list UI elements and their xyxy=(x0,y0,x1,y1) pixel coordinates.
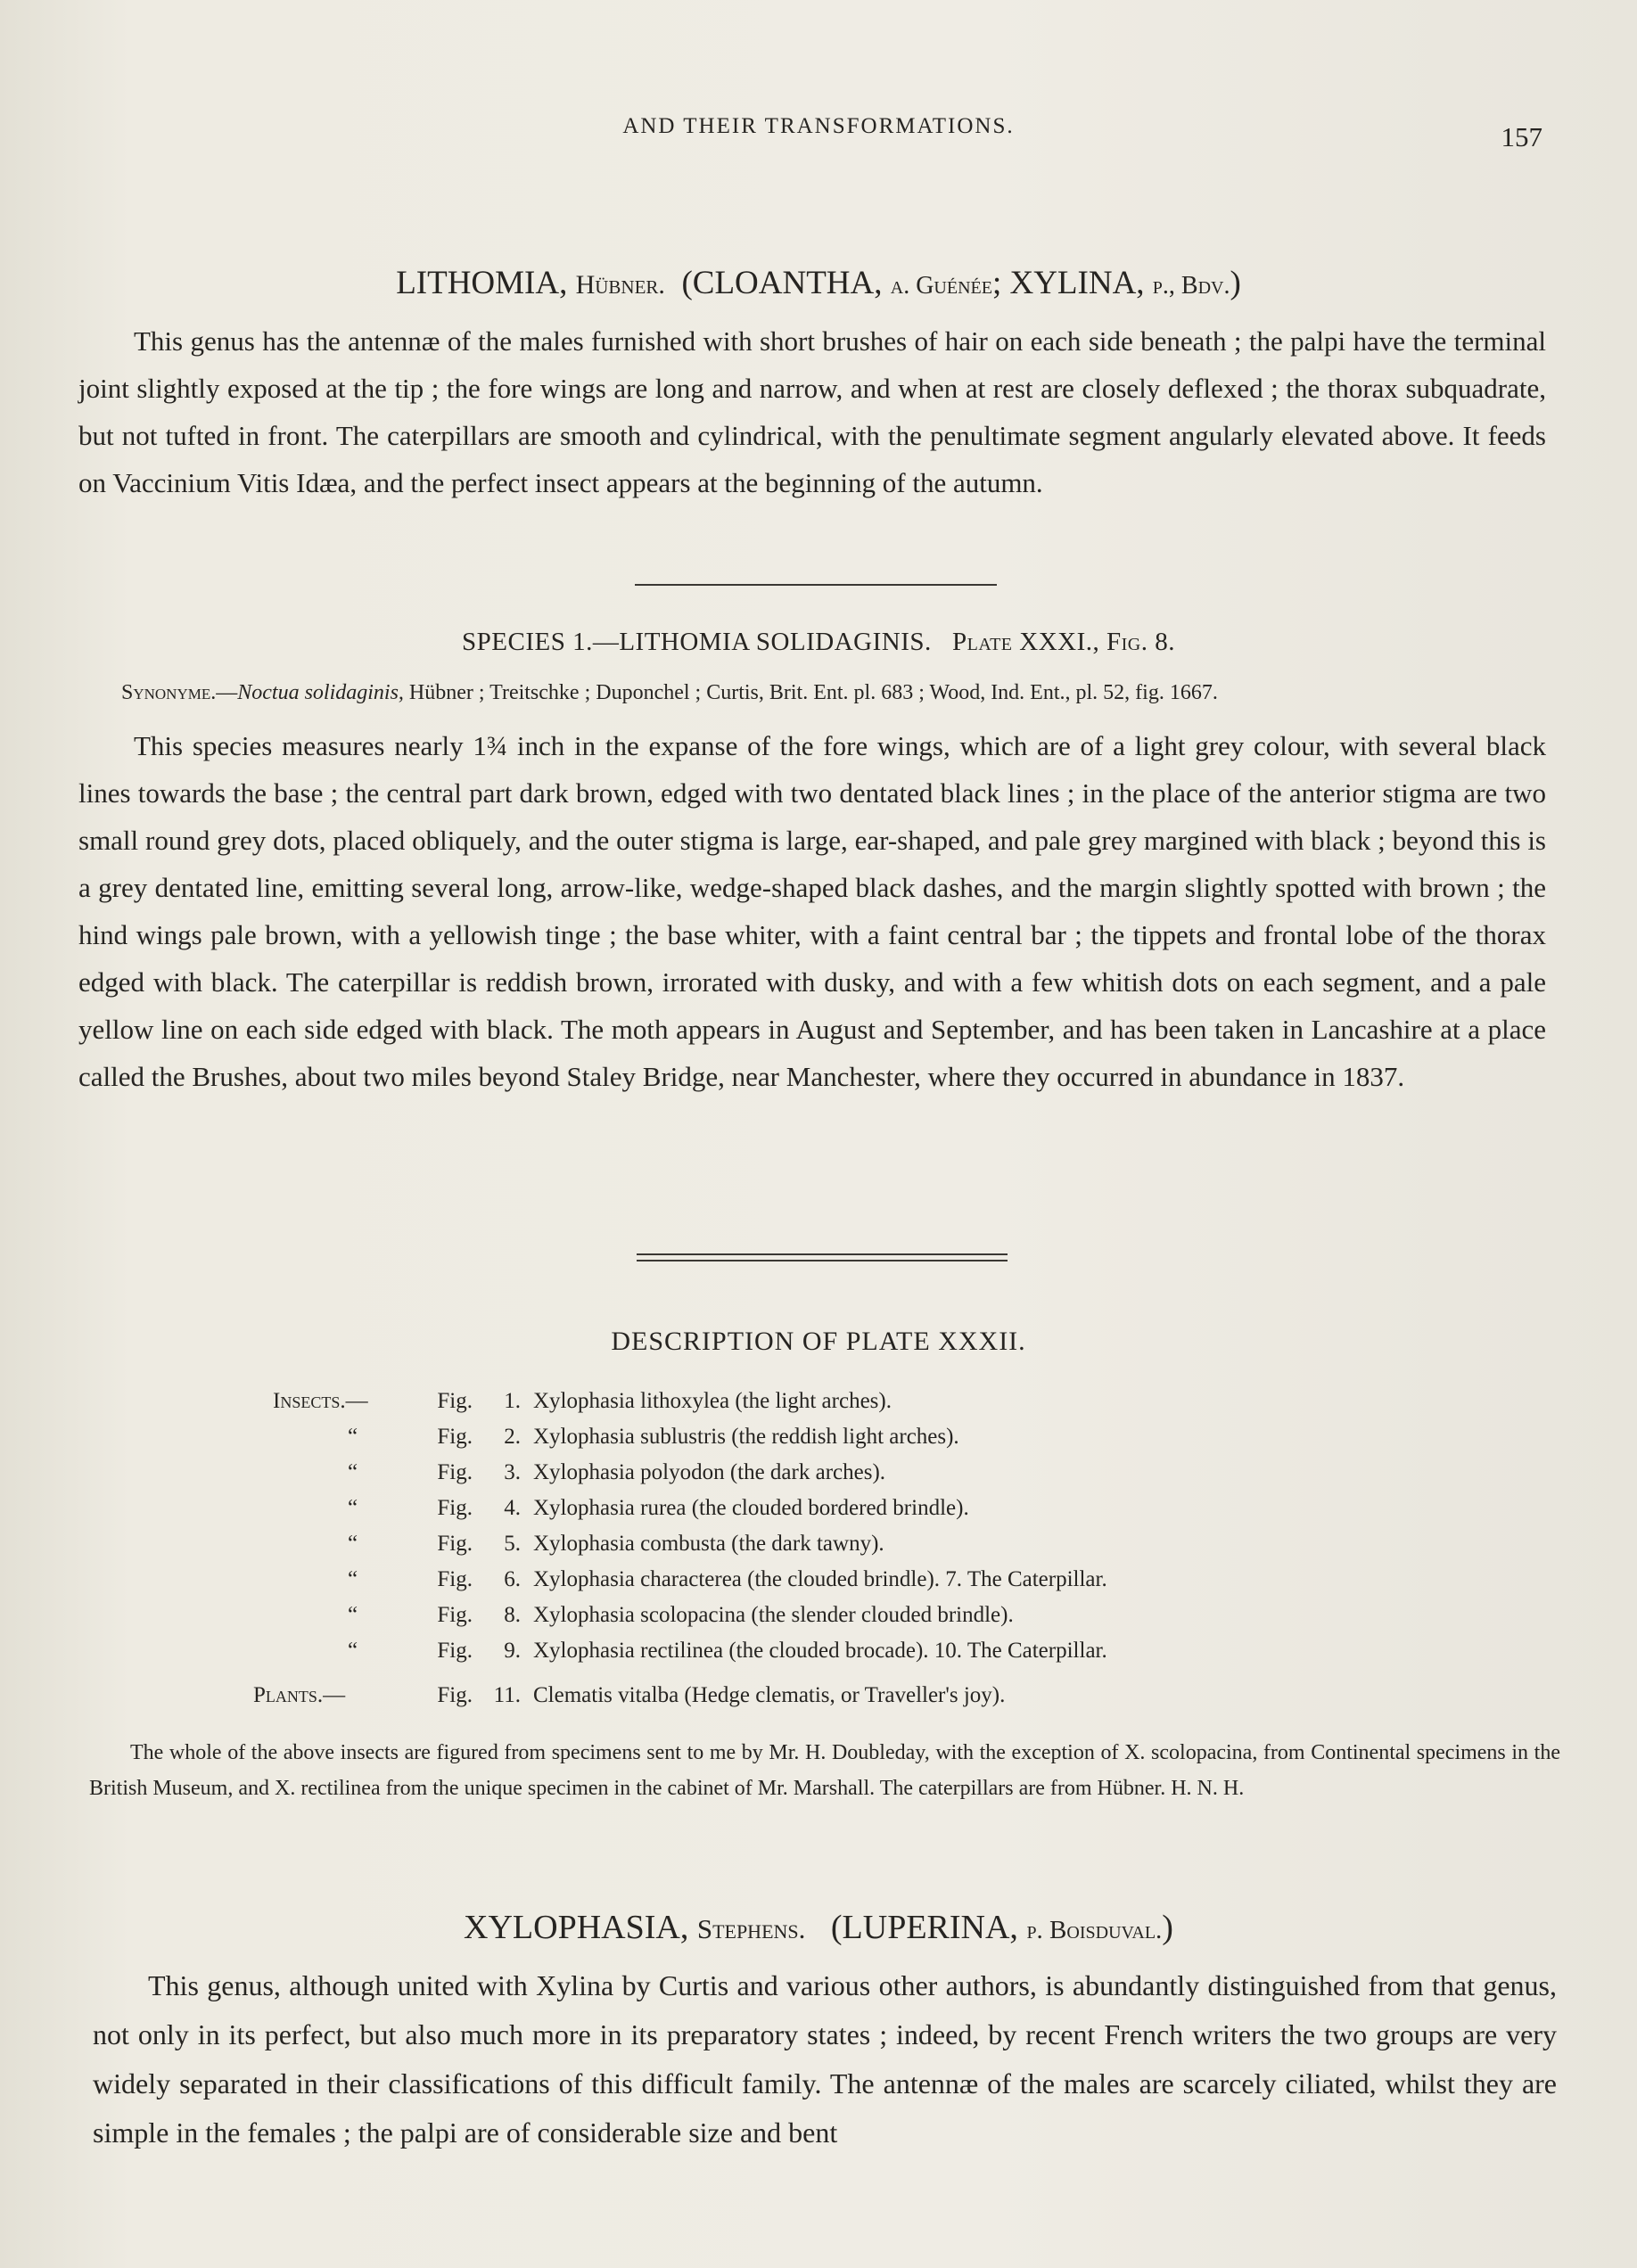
section-divider xyxy=(635,584,997,586)
species-plate-ref: Plate XXXI., Fig. 8. xyxy=(952,628,1175,656)
paragraph: This species measures nearly 1¾ inch in the expanse of the fore wings, which are of a light grey colour, with several black lines towards the base ; the central part dark brown, edged with two dentated black lines ; in the place of the anterior stigma are two small round grey dots, placed obliquely, and the outer stigma is large, ear-shaped, and pale grey margined with black ; beyond this is a grey dentated line, emitting several long, arrow-like, wedge-shaped black dashes, and the margin slightly spotted with brown ; the hind wings pale brown, with a yellowish tinge ; the base whiter, with a faint central bar ; the tippets and frontal lobe of the thorax edged with black. The caterpillar is reddish brown, irrorated with dusky, and with a few whitish dots on each segment, and a pale yellow line on each side edged with black. The moth appears in August and September, and has been taken in Lancashire at a place called the Brushes, about two miles beyond Staley Bridge, near Manchester, where they occurred in abundance in 1837. xyxy=(78,730,1546,1092)
row-fig: Fig. xyxy=(437,1496,473,1520)
row-number: 9. xyxy=(504,1639,521,1663)
row-prefix: “ xyxy=(348,1496,358,1520)
species-heading xyxy=(0,628,1637,657)
genus-name: XYLOPHASIA, xyxy=(464,1909,697,1946)
plate-row xyxy=(273,1532,1107,1567)
synonyme-line xyxy=(121,681,1512,705)
genus-name: LITHOMIA, xyxy=(396,265,576,301)
row-text: Xylophasia sublustris (the reddish light arches). xyxy=(533,1425,959,1449)
plate-row xyxy=(273,1460,1107,1496)
row-number: 2. xyxy=(504,1425,521,1449)
row-prefix: “ xyxy=(348,1532,358,1556)
row-fig: Fig. xyxy=(437,1603,473,1627)
synonym-author: p. Boisduval. xyxy=(1026,1916,1163,1944)
row-number: 8. xyxy=(504,1603,521,1627)
genus-description-xylophasia xyxy=(93,1961,1557,2157)
row-prefix: Insects.— xyxy=(273,1389,368,1413)
row-prefix: “ xyxy=(348,1567,358,1591)
row-text: Xylophasia polyodon (the dark arches). xyxy=(533,1460,886,1484)
genus-author: Hübner. xyxy=(575,270,665,300)
running-head: AND THEIR TRANSFORMATIONS. xyxy=(622,114,1015,138)
page-number: 157 xyxy=(1501,121,1542,152)
synonyme-name: Noctua solidaginis, xyxy=(237,681,404,704)
genus-heading-lithomia xyxy=(0,264,1637,302)
row-number: 1. xyxy=(504,1389,521,1413)
synonym-author: a. Guénée xyxy=(890,272,992,300)
row-fig: Fig. xyxy=(437,1639,473,1663)
row-fig: Fig. xyxy=(437,1532,473,1556)
row-prefix: “ xyxy=(348,1460,358,1484)
note-text: The whole of the above insects are figured from specimens sent to me by Mr. H. Doubleday, with the exception of X. scolopacina, from Continental specimens in the British Museum, and X. rectilinea from the unique specimen in the cabinet of Mr. Marshall. The caterpillars are from Hübner. H. N. H. xyxy=(89,1741,1560,1800)
row-number: 5. xyxy=(504,1532,521,1556)
synonym-separator: ; XYLINA, xyxy=(991,265,1153,301)
plate-row xyxy=(273,1603,1107,1639)
row-text: Xylophasia scolopacina (the slender clouded brindle). xyxy=(533,1603,1014,1627)
genus-synonym: (LUPERINA, xyxy=(830,1909,1027,1946)
row-fig: Fig. xyxy=(437,1567,473,1591)
plate-figure-list xyxy=(253,1389,1107,1719)
genus-heading-xylophasia xyxy=(0,1908,1637,1947)
plate-note xyxy=(89,1735,1560,1806)
row-text: Xylophasia lithoxylea (the light arches). xyxy=(533,1389,892,1413)
genus-author: Stephens. xyxy=(696,1913,806,1944)
row-fig: Fig. xyxy=(437,1425,473,1449)
row-text: Xylophasia combusta (the dark tawny). xyxy=(533,1532,884,1556)
synonyme-references: Hübner ; Treitschke ; Duponchel ; Curtis, Brit. Ent. pl. 683 ; Wood, Ind. Ent., pl. 52, fig. 1667. xyxy=(403,681,1218,704)
row-text: Xylophasia rectilinea (the clouded brocade). 10. The Caterpillar. xyxy=(533,1639,1107,1663)
row-text: Xylophasia rurea (the clouded bordered brindle). xyxy=(533,1496,969,1520)
row-prefix: “ xyxy=(348,1425,358,1449)
row-number: 6. xyxy=(504,1567,521,1591)
synonyme-label: Synonyme.— xyxy=(121,681,238,704)
double-rule-top xyxy=(637,1253,1008,1255)
heading-close: ) xyxy=(1230,265,1241,301)
row-number: 3. xyxy=(504,1460,521,1484)
row-prefix: Plants.— xyxy=(253,1683,346,1707)
row-text: Clematis vitalba (Hedge clematis, or Traveller's joy). xyxy=(533,1683,1006,1707)
species-description xyxy=(78,722,1546,1100)
plate-description-title: DESCRIPTION OF PLATE XXXII. xyxy=(611,1327,1026,1356)
row-text: Xylophasia characterea (the clouded brindle). 7. The Caterpillar. xyxy=(533,1567,1107,1591)
plate-row xyxy=(273,1389,1107,1425)
paragraph: This genus has the antennæ of the males furnished with short brushes of hair on each side beneath ; the palpi have the terminal joint slightly exposed at the tip ; the fore wings are long and narrow, and when at rest are closely deflexed ; the thorax subquadrate, but not tufted in front. The caterpillars are smooth and cylindrical, with the penultimate segment angularly elevated above. It feeds on Vaccinium Vitis Idæa, and the perfect insect appears at the beginning of the autumn. xyxy=(78,325,1546,498)
species-title: SPECIES 1.—LITHOMIA SOLIDAGINIS. xyxy=(462,628,932,656)
plate-row xyxy=(273,1567,1107,1603)
row-prefix: “ xyxy=(348,1603,358,1627)
synonym-author-2: p., Bdv. xyxy=(1152,272,1230,300)
plate-row xyxy=(253,1683,1107,1719)
row-fig: Fig. xyxy=(437,1460,473,1484)
double-rule-bottom xyxy=(637,1260,1008,1261)
heading-close: ) xyxy=(1162,1909,1173,1946)
row-fig: Fig. xyxy=(437,1389,473,1413)
plate-row xyxy=(273,1425,1107,1460)
row-number: 4. xyxy=(504,1496,521,1520)
row-fig: Fig. xyxy=(437,1683,473,1707)
genus-synonym: (CLOANTHA, xyxy=(681,265,891,301)
row-prefix: “ xyxy=(348,1639,358,1663)
genus-description-lithomia xyxy=(78,317,1546,506)
plate-row xyxy=(273,1639,1107,1674)
row-number: 11. xyxy=(493,1683,521,1707)
plate-row xyxy=(273,1496,1107,1532)
paragraph: This genus, although united with Xylina by Curtis and various other authors, is abundantly distinguished from that genus, not only in its perfect, but also much more in its preparatory states ; indeed, by recent French writers the two groups are very widely separated in their classifications of this difficult family. The antennæ of the males are scarcely ciliated, whilst they are simple in the females ; the palpi are of considerable size and bent xyxy=(93,1969,1557,2149)
